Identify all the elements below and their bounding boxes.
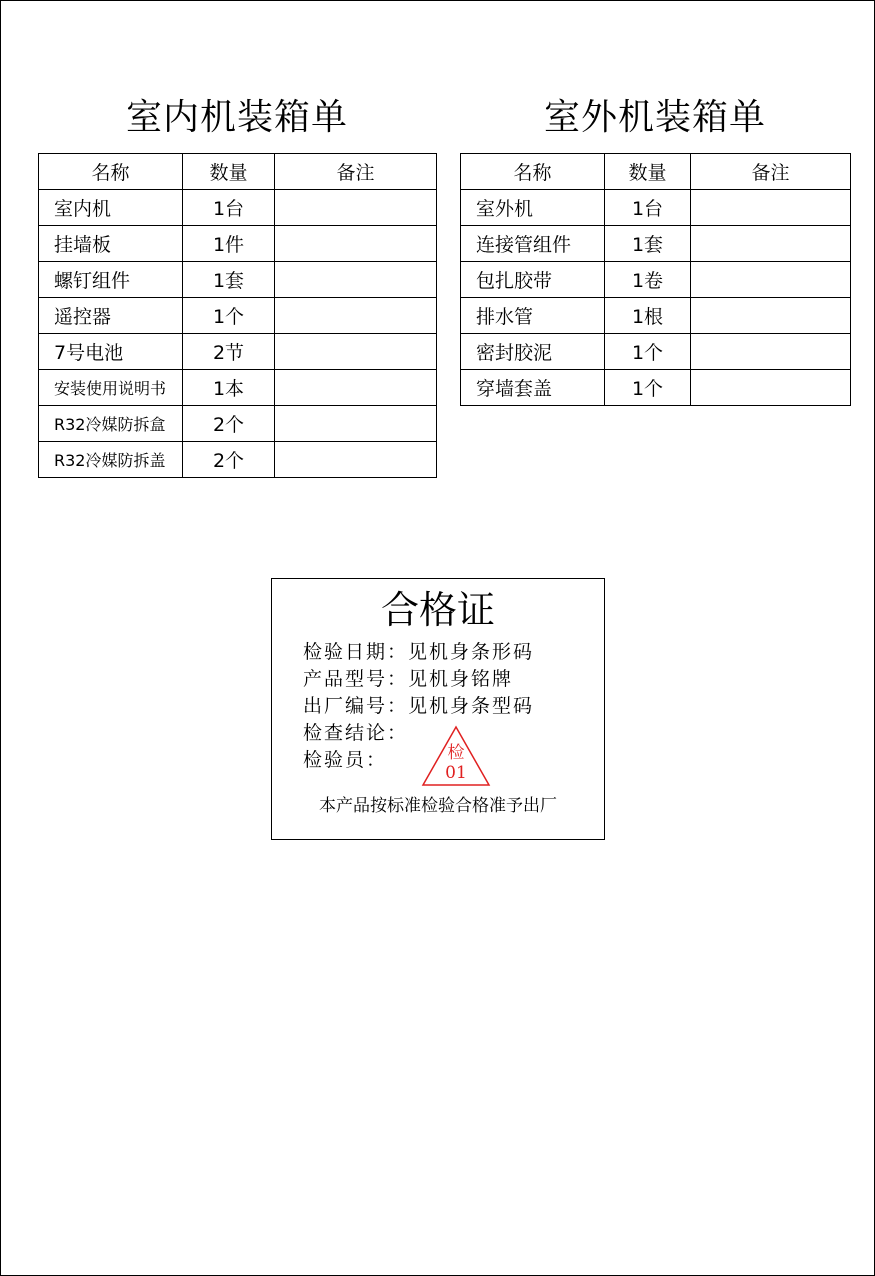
table-row [39,370,437,406]
item-note [275,226,437,262]
stamp-char: 检 [447,743,465,763]
item-qty: 2个 [183,406,275,442]
certificate-title: 合格证 [380,588,495,632]
item-qty: 1套 [605,226,691,262]
item-name: 室外机 [461,190,605,226]
item-name: 室内机 [39,190,183,226]
item-note [691,370,851,406]
item-note [275,442,437,478]
product-model-line: 产品型号：见机身铭牌 [303,668,514,690]
table-row [39,406,437,442]
item-note [691,190,851,226]
inspector-line: 检验员： [303,749,388,771]
item-name: 挂墙板 [39,226,183,262]
header-name: 名称 [39,154,183,190]
item-qty: 1套 [183,262,275,298]
header-qty: 数量 [183,154,275,190]
item-note [691,226,851,262]
item-qty: 1台 [605,190,691,226]
table-row [461,334,851,370]
item-note [275,370,437,406]
item-name: 密封胶泥 [461,334,605,370]
item-name: 穿墙套盖 [461,370,605,406]
indoor-packing-list-title: 室内机装箱单 [125,97,348,138]
table-row [461,370,851,406]
item-note [275,334,437,370]
item-name: 包扎胶带 [461,262,605,298]
item-qty: 1件 [183,226,275,262]
table-row [461,190,851,226]
item-note [691,298,851,334]
table-row [39,442,437,478]
stamp-number: 01 [445,763,467,783]
serial-number-line: 出厂编号：见机身条型码 [303,695,535,717]
table-row [461,262,851,298]
item-name: 螺钉组件 [39,262,183,298]
inspection-conclusion-line: 检查结论： [303,722,409,744]
item-note [691,262,851,298]
item-note [275,190,437,226]
header-name: 名称 [461,154,605,190]
table-row [39,226,437,262]
item-qty: 1个 [605,334,691,370]
item-note [691,334,851,370]
table-row [461,298,851,334]
outdoor-packing-table [460,153,851,406]
header-qty: 数量 [605,154,691,190]
item-qty: 1卷 [605,262,691,298]
table-header-row [461,154,851,190]
quality-certificate [271,578,605,840]
table-row [39,262,437,298]
table-row [461,226,851,262]
table-header-row [39,154,437,190]
inspection-date-line: 检验日期：见机身条形码 [303,641,535,663]
item-name: 遥控器 [39,298,183,334]
item-name: R32冷媒防拆盖 [39,442,183,478]
certificate-footer: 本产品按标准检验合格准予出厂 [319,796,557,816]
outdoor-packing-list-title: 室外机装箱单 [543,97,766,138]
item-qty: 1个 [183,298,275,334]
item-qty: 1本 [183,370,275,406]
header-note: 备注 [275,154,437,190]
item-note [275,406,437,442]
item-qty: 1台 [183,190,275,226]
item-note [275,298,437,334]
header-note: 备注 [691,154,851,190]
table-row [39,334,437,370]
item-name: R32冷媒防拆盒 [39,406,183,442]
item-name: 排水管 [461,298,605,334]
item-qty: 2节 [183,334,275,370]
inspection-stamp-icon [421,725,491,787]
item-note [275,262,437,298]
table-row [39,298,437,334]
table-row [39,190,437,226]
item-qty: 2个 [183,442,275,478]
item-qty: 1根 [605,298,691,334]
item-name: 安装使用说明书 [39,370,183,406]
indoor-packing-table [38,153,437,478]
item-qty: 1个 [605,370,691,406]
item-name: 连接管组件 [461,226,605,262]
item-name: 7号电池 [39,334,183,370]
